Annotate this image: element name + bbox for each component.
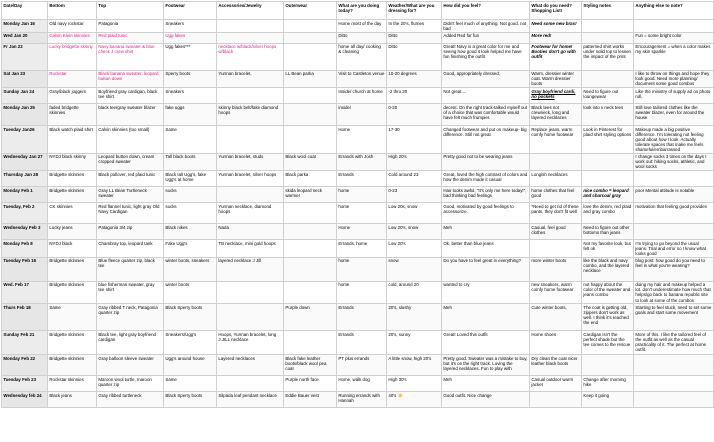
bottom-cell[interactable]: Gray/black joggers: [48, 88, 97, 104]
footwear-cell[interactable]: Sneakers: [164, 20, 217, 32]
table-row: [2, 224, 714, 240]
table-row: [2, 240, 714, 257]
table-row: [2, 257, 714, 281]
table-row: [2, 355, 714, 376]
date-cell[interactable]: Monday Jan 16: [2, 20, 48, 32]
accessories-cell[interactable]: [217, 126, 284, 154]
notes-cell[interactable]: [634, 376, 714, 392]
bottom-cell[interactable]: Bridgette skinnies: [48, 281, 97, 304]
shopping-cell[interactable]: [530, 392, 582, 408]
notes-cell[interactable]: Fun = some bright color: [634, 32, 714, 43]
table-row: [2, 126, 714, 154]
bottom-cell[interactable]: Bridgette skinnies: [48, 331, 97, 355]
activity-cell[interactable]: Inside/ church at home: [337, 88, 387, 104]
top-cell[interactable]: Black banana sweater, leopard button down: [97, 70, 164, 87]
table-row: [2, 171, 714, 187]
feeling-cell[interactable]: Pretty good not to be wearing jeans: [442, 153, 530, 170]
bottom-cell[interactable]: Calvin Klein skinnies: [48, 32, 97, 43]
accessories-cell[interactable]: [217, 88, 284, 104]
footwear-cell[interactable]: Sneakers: [164, 88, 217, 104]
bottom-cell[interactable]: CK skinnies: [48, 203, 97, 224]
accessories-cell[interactable]: Nada: [217, 224, 284, 240]
feeling-cell[interactable]: Hair looks awful, "It's only me here today!", bad thinking bad feelings: [442, 187, 530, 203]
accessories-cell[interactable]: [217, 20, 284, 32]
activity-cell[interactable]: Errands: [337, 304, 387, 331]
activity-cell[interactable]: Home: [337, 224, 387, 240]
shopping-cell[interactable]: home clothes that feel good: [530, 187, 582, 203]
outerwear-cell[interactable]: [284, 88, 337, 104]
date-cell[interactable]: Tuesday Feb 16: [2, 257, 48, 281]
bottom-cell[interactable]: Black jeans: [48, 392, 97, 408]
bottom-cell[interactable]: Lucky bridgette skinny: [48, 43, 97, 70]
feeling-cell[interactable]: Meh: [442, 376, 530, 392]
weather-cell[interactable]: 0-20: [387, 104, 442, 126]
bottom-cell[interactable]: NYDJ black: [48, 240, 97, 257]
styling-notes-cell[interactable]: nice combo = leopard and charcoal gray: [582, 187, 634, 203]
top-cell[interactable]: Leopard button down, cream cropped sweater: [97, 153, 164, 170]
date-cell[interactable]: Monday Feb 8: [2, 240, 48, 257]
shopping-cell[interactable]: [530, 153, 582, 170]
footwear-cell[interactable]: fake uggs: [164, 104, 217, 126]
shopping-cell[interactable]: Cute winter boots,: [530, 304, 582, 331]
feeling-cell[interactable]: Good, motivated by good feelings to accessorize.: [442, 203, 530, 224]
column-header[interactable]: Accessories/Jewelry: [217, 2, 284, 20]
notes-cell[interactable]: motivation that feeling good provides: [634, 203, 714, 224]
date-cell[interactable]: Wednesday Feb 3: [2, 224, 48, 240]
top-cell[interactable]: Gray ribbed turtleneck: [97, 392, 164, 408]
notes-cell[interactable]: [634, 224, 714, 240]
styling-notes-cell[interactable]: [582, 171, 634, 187]
activity-cell[interactable]: Ditto: [337, 32, 387, 43]
accessories-cell[interactable]: [217, 304, 284, 331]
column-header[interactable]: Weather/What are you dressing for?: [387, 2, 442, 20]
outfit-log-table: [1, 1, 714, 408]
shopping-cell[interactable]: Black tees not crewneck, long and layered necklaces: [530, 104, 582, 126]
activity-cell[interactable]: Home: [337, 126, 387, 154]
table-row: [2, 376, 714, 392]
outerwear-cell[interactable]: [284, 331, 337, 355]
weather-cell[interactable]: 0-23: [387, 187, 442, 203]
outerwear-cell[interactable]: [284, 224, 337, 240]
table-row: [2, 203, 714, 224]
footwear-cell[interactable]: socks: [164, 203, 217, 224]
feeling-cell[interactable]: Good outfit. Nice change: [442, 392, 530, 408]
accessories-cell[interactable]: skinny black belt/fake diamond hoops: [217, 104, 284, 126]
top-cell[interactable]: Gray LL Bean Turtleneck sweater: [97, 187, 164, 203]
date-cell[interactable]: Tuesday Feb 23: [2, 376, 48, 392]
footwear-cell[interactable]: Black tall Ugg's, fake Ugg's at home: [164, 171, 217, 187]
table-row: [2, 153, 714, 170]
activity-cell[interactable]: home: [337, 257, 387, 281]
footwear-cell[interactable]: Ugg fakes***: [164, 43, 217, 70]
weather-cell[interactable]: Low 20s, snow: [387, 203, 442, 224]
feeling-cell[interactable]: Not great....: [442, 88, 530, 104]
bottom-cell[interactable]: Lucky jeans: [48, 224, 97, 240]
accessories-cell[interactable]: Layered necklaces: [217, 355, 284, 376]
weather-cell[interactable]: 17-30: [387, 126, 442, 154]
notes-cell[interactable]: I change socks 3 times on the days I work out: hiking socks, athletic, and wool socks: [634, 153, 714, 170]
bottom-cell[interactable]: Old navy rockstar: [48, 20, 97, 32]
notes-cell[interactable]: I'm trying to go beyond the usual jeans. Trial and error so I know what looks good: [634, 240, 714, 257]
feeling-cell[interactable]: Ok, better than blue jeans: [442, 240, 530, 257]
shopping-cell[interactable]: *Need to get rid of these pants, they don't fit well: [530, 203, 582, 224]
outerwear-cell[interactable]: [284, 32, 337, 43]
footwear-cell[interactable]: Black Sperry boots: [164, 304, 217, 331]
column-header[interactable]: Footwear: [164, 2, 217, 20]
top-cell[interactable]: Black pullover, red plaid tunic: [97, 171, 164, 187]
outerwear-cell[interactable]: [284, 104, 337, 126]
notes-cell[interactable]: Encouragement = when a color makes my skin sparkle: [634, 43, 714, 70]
date-cell[interactable]: Sunday Feb 21: [2, 331, 48, 355]
activity-cell[interactable]: home: [337, 281, 387, 304]
table-row: [2, 331, 714, 355]
notes-cell[interactable]: More of this. I like the tailored feel of the outfit as well as the casual practicality of it. The perfect at home outfit.: [634, 331, 714, 355]
table-row: [2, 70, 714, 87]
column-header[interactable]: Outerwear: [284, 2, 337, 20]
shopping-cell[interactable]: Home shoes: [530, 331, 582, 355]
feeling-cell[interactable]: Didn't feel much of anything. Not good, not bad: [442, 20, 530, 32]
activity-cell[interactable]: Errands: [337, 331, 387, 355]
activity-cell[interactable]: Errands, home: [337, 240, 387, 257]
footwear-cell[interactable]: Ugg's around house: [164, 355, 217, 376]
table-row: [2, 281, 714, 304]
footwear-cell[interactable]: Sneakers/Ugg's: [164, 331, 217, 355]
footwear-cell[interactable]: winter boots: [164, 281, 217, 304]
activity-cell[interactable]: Home, walk dog: [337, 376, 387, 392]
shopping-cell[interactable]: Warm, dressier winter coat. Warm dressier boots: [530, 70, 582, 87]
styling-notes-cell[interactable]: patterned shirt works under solid top to lessen the impact of the print: [582, 43, 634, 70]
feeling-cell[interactable]: Great! Navy is a great color for me and seeing how good it look helped me have fun finishing the outfit: [442, 43, 530, 70]
column-header[interactable]: Anything else to note?: [634, 2, 714, 20]
feeling-cell[interactable]: Pretty good. Sweater was a mistake to buy, but it's on the right track. Loving the layered necklaces. Fun to play with: [442, 355, 530, 376]
top-cell[interactable]: Boyfriend gray cardigan, black tee shirt: [97, 88, 164, 104]
outerwear-cell[interactable]: [284, 203, 337, 224]
accessories-cell[interactable]: Silpada leaf pendant necklace: [217, 392, 284, 408]
outerwear-cell[interactable]: Purple down: [284, 304, 337, 331]
outerwear-cell[interactable]: LL Bean parka: [284, 70, 337, 87]
bottom-cell[interactable]: faded bridgette skinnies: [48, 104, 97, 126]
weather-cell[interactable]: A little snow, high 20's: [387, 355, 442, 376]
shopping-cell[interactable]: Footwear for home! Booties don't go with outfit: [530, 43, 582, 70]
notes-cell[interactable]: Starting to feel stuck, need to set some goals and start some movement: [634, 304, 714, 331]
feeling-cell[interactable]: Changed footwear and put on makeup- big difference. Still not great: [442, 126, 530, 154]
accessories-cell[interactable]: [217, 32, 284, 43]
styling-notes-cell[interactable]: The coat is getting old, zippers don't work as well. I think it's reached the end: [582, 304, 634, 331]
column-header[interactable]: Date/Day: [2, 2, 48, 20]
weather-cell[interactable]: High 20's: [387, 153, 442, 170]
outerwear-cell[interactable]: Purple north face: [284, 376, 337, 392]
date-cell[interactable]: Monday Feb 22: [2, 355, 48, 376]
feeling-cell[interactable]: Meh: [442, 304, 530, 331]
bottom-cell[interactable]: Bridgette skinnies: [48, 355, 97, 376]
shopping-cell[interactable]: Dry clean the coat nicer leather black boots: [530, 355, 582, 376]
accessories-cell[interactable]: TB necklace, mini gold hoops: [217, 240, 284, 257]
footwear-cell[interactable]: Ugg fakes: [164, 32, 217, 43]
weather-cell[interactable]: Cold around 23: [387, 171, 442, 187]
activity-cell[interactable]: home all day/ cooking & cleaning: [337, 43, 387, 70]
weather-cell[interactable]: 20's, sunny: [387, 331, 442, 355]
top-cell[interactable]: Calvin skinnies (too small): [97, 126, 164, 154]
footwear-cell[interactable]: Tall black boots: [164, 153, 217, 170]
accessories-cell[interactable]: Hoops, Yurman bracelet, long J.JILL necklace: [217, 331, 284, 355]
date-cell[interactable]: Wednesday Jan 27: [2, 153, 48, 170]
date-cell[interactable]: Tuesday Jan26: [2, 126, 48, 154]
table-row: [2, 43, 714, 70]
shopping-cell[interactable]: new sneakers, warm comfy home footwear: [530, 281, 582, 304]
styling-notes-cell[interactable]: [582, 20, 634, 32]
outerwear-cell[interactable]: [284, 240, 337, 257]
date-cell[interactable]: Tuesday, Feb 2: [2, 203, 48, 224]
footwear-cell[interactable]: Same: [164, 376, 217, 392]
styling-notes-cell[interactable]: Change after morning hike: [582, 376, 634, 392]
bottom-cell[interactable]: Bridgette skinnies: [48, 257, 97, 281]
shopping-cell[interactable]: More red!: [530, 32, 582, 43]
activity-cell[interactable]: inside/: [337, 104, 387, 126]
date-cell[interactable]: Thursday Jan 28: [2, 171, 48, 187]
styling-notes-cell[interactable]: not happy about the color of the sweater and jeans combo: [582, 281, 634, 304]
activity-cell[interactable]: Home most of the day: [337, 20, 387, 32]
bottom-cell[interactable]: Rockstar: [48, 70, 97, 87]
shopping-cell[interactable]: Longish necklaces: [530, 171, 582, 187]
weather-cell[interactable]: Ditto: [387, 32, 442, 43]
table-row: [2, 104, 714, 126]
date-cell[interactable]: Monday Feb 1: [2, 187, 48, 203]
styling-notes-cell[interactable]: [582, 70, 634, 87]
date-cell[interactable]: Wed Jan 20: [2, 32, 48, 43]
shopping-cell[interactable]: Gray boyfriend cardi, no pockets: [530, 88, 582, 104]
feeling-cell[interactable]: decent. On the right track-talked myself out of a choice that was comfortable would have felt much frumpier.: [442, 104, 530, 126]
column-header[interactable]: Top: [97, 2, 164, 20]
styling-notes-cell[interactable]: Keep it going: [582, 392, 634, 408]
header-row: [2, 2, 714, 20]
activity-cell[interactable]: Errands with Josh: [337, 153, 387, 170]
top-cell[interactable]: Gray ribbed T neck, Patagonia quarter zip: [97, 304, 164, 331]
styling-notes-cell[interactable]: look into v neck tees: [582, 104, 634, 126]
styling-notes-cell[interactable]: Cardigan isn't the perfect shade but the tee comes to the rescue: [582, 331, 634, 355]
outerwear-cell[interactable]: Black fake leather boots/black wool pea coat: [284, 355, 337, 376]
footwear-cell[interactable]: winter boots, sneakers: [164, 257, 217, 281]
notes-cell[interactable]: [634, 355, 714, 376]
table-row: [2, 32, 714, 43]
feeling-cell[interactable]: Great, loved the high contrast of colors and how the denim made it casual: [442, 171, 530, 187]
date-cell[interactable]: Sunday Jan 24: [2, 88, 48, 104]
activity-cell[interactable]: home: [337, 203, 387, 224]
outerwear-cell[interactable]: Black parka: [284, 171, 337, 187]
weather-cell[interactable]: snow: [387, 257, 442, 281]
styling-notes-cell[interactable]: Need to figure out other bottoms than jeans: [582, 224, 634, 240]
styling-notes-cell[interactable]: like the black and navy combo, and the layered necklace: [582, 257, 634, 281]
feeling-cell[interactable]: Good, appropriately dressed,: [442, 70, 530, 87]
activity-cell[interactable]: PT plus errands: [337, 355, 387, 376]
styling-notes-cell[interactable]: [582, 355, 634, 376]
feeling-cell[interactable]: Do you have to feel great in everything?: [442, 257, 530, 281]
bottom-cell[interactable]: Bridgette skinnies: [48, 187, 97, 203]
table-body: [2, 20, 714, 408]
top-cell[interactable]: Gray balloon sleeve sweater: [97, 355, 164, 376]
notes-cell[interactable]: doing my hair and makeup helped a lot. don't underestimate how much that helps/go back to banana republic site to look at some of the combos: [634, 281, 714, 304]
shopping-cell[interactable]: Need some new bras!: [530, 20, 582, 32]
styling-notes-cell[interactable]: [582, 153, 634, 170]
outerwear-cell[interactable]: [284, 43, 337, 70]
weather-cell[interactable]: High 30's: [387, 376, 442, 392]
bottom-cell[interactable]: Same: [48, 304, 97, 331]
accessories-cell[interactable]: Yurman bracelet,: [217, 70, 284, 87]
styling-notes-cell[interactable]: love the denim, red plaid and gray combo: [582, 203, 634, 224]
accessories-cell[interactable]: Yurman bracelet, studs: [217, 153, 284, 170]
accessories-cell[interactable]: Yurman necklace, diamond hoops: [217, 203, 284, 224]
shopping-cell[interactable]: Replace jeans, warm comfy home footwear: [530, 126, 582, 154]
feeling-cell[interactable]: Great! Loved this outfit: [442, 331, 530, 355]
top-cell[interactable]: Maroon wool turtle, maroon quarter zip: [97, 376, 164, 392]
notes-cell[interactable]: blog post: how good do you need to feel in what you're wearing?: [634, 257, 714, 281]
feeling-cell[interactable]: wanted to cry: [442, 281, 530, 304]
table-row: [2, 304, 714, 331]
table-row: [2, 88, 714, 104]
accessories-cell[interactable]: layered necklace J Jill: [217, 257, 284, 281]
bottom-cell[interactable]: NYDJ black skinny: [48, 153, 97, 170]
top-cell[interactable]: blue fisherman sweater, gray tee shirt: [97, 281, 164, 304]
weather-cell[interactable]: Low 20's, snow: [387, 224, 442, 240]
accessories-cell[interactable]: [217, 281, 284, 304]
activity-cell[interactable]: home: [337, 187, 387, 203]
date-cell[interactable]: Thurs Feb 18: [2, 304, 48, 331]
top-cell[interactable]: Red flannel tunic, light gray Old Navy Cardigan: [97, 203, 164, 224]
column-header[interactable]: What do you need? Shopping List!: [530, 2, 582, 20]
footwear-cell[interactable]: Sperry boots: [164, 70, 217, 87]
notes-cell[interactable]: Like the ministry of supply ad on photo roll,: [634, 88, 714, 104]
accessories-cell[interactable]: Yurman bracelet, silver hoops: [217, 171, 284, 187]
accessories-cell[interactable]: [217, 187, 284, 203]
accessories-cell[interactable]: necklace w/black/silver hoops w/black: [217, 43, 284, 70]
date-cell[interactable]: Sat Jan 23: [2, 70, 48, 87]
column-header[interactable]: Bottom: [48, 2, 97, 20]
bottom-cell[interactable]: Black watch plaid shirt: [48, 126, 97, 154]
top-cell[interactable]: Red plaid tunic: [97, 32, 164, 43]
notes-cell[interactable]: Makeup made a big positive difference. I'm tolerating not feeling good about how I look. Actually tolerate spaces that make me feels shameful/embarrassed: [634, 126, 714, 154]
footwear-cell[interactable]: Fake Ugg's: [164, 240, 217, 257]
weather-cell[interactable]: 40's ☀️: [387, 392, 442, 408]
bottom-cell[interactable]: Bridgette skinnies: [48, 171, 97, 187]
activity-cell[interactable]: Errands: [337, 171, 387, 187]
footwear-cell[interactable]: Black Sperry boots: [164, 392, 217, 408]
shopping-cell[interactable]: Casual outdoor warm jacket: [530, 376, 582, 392]
shopping-cell[interactable]: more winter boots: [530, 257, 582, 281]
table-row: [2, 392, 714, 408]
outerwear-cell[interactable]: Black wool coat: [284, 153, 337, 170]
footwear-cell[interactable]: socks: [164, 187, 217, 203]
outerwear-cell[interactable]: [284, 281, 337, 304]
accessories-cell[interactable]: [217, 376, 284, 392]
notes-cell[interactable]: [634, 20, 714, 32]
shopping-cell[interactable]: [530, 240, 582, 257]
column-header[interactable]: What are you doing today?: [337, 2, 387, 20]
weather-cell[interactable]: Ditto: [387, 43, 442, 70]
weather-cell[interactable]: Low 20's: [387, 240, 442, 257]
outerwear-cell[interactable]: Eddie Bauer vest: [284, 392, 337, 408]
table-row: [2, 20, 714, 32]
outerwear-cell[interactable]: [284, 20, 337, 32]
activity-cell[interactable]: Running errands with Hannah: [337, 392, 387, 408]
top-cell[interactable]: Navy banana sweater & blue check J crew shirt: [97, 43, 164, 70]
outerwear-cell[interactable]: [284, 257, 337, 281]
date-cell[interactable]: Wed. Feb 17: [2, 281, 48, 304]
weather-cell[interactable]: cold, around 20: [387, 281, 442, 304]
activity-cell[interactable]: Visit to Castleton venue: [337, 70, 387, 87]
top-cell[interactable]: Patagonia 3/4 zip: [97, 224, 164, 240]
footwear-cell[interactable]: Black nikes: [164, 224, 217, 240]
feeling-cell[interactable]: Added Red for fun: [442, 32, 530, 43]
styling-notes-cell[interactable]: Not my favorite look, but felt ok: [582, 240, 634, 257]
top-cell[interactable]: black teergray sweater blazer: [97, 104, 164, 126]
outerwear-cell[interactable]: skida leopard neck warmer: [284, 187, 337, 203]
notes-cell[interactable]: Still love tailored clothes like the sweater blazer, even for around the house: [634, 104, 714, 126]
feeling-cell[interactable]: Meh: [442, 224, 530, 240]
column-header[interactable]: Styling notes: [582, 2, 634, 20]
top-cell[interactable]: Blue fleece quarter zip, black tee: [97, 257, 164, 281]
weather-cell[interactable]: 10-20 degrees: [387, 70, 442, 87]
notes-cell[interactable]: [634, 171, 714, 187]
styling-notes-cell[interactable]: [582, 32, 634, 43]
notes-cell[interactable]: [634, 392, 714, 408]
shopping-cell[interactable]: Casual, feel good clothes: [530, 224, 582, 240]
date-cell[interactable]: Monday Jan 25: [2, 104, 48, 126]
table-row: [2, 187, 714, 203]
column-header[interactable]: How did you feel?: [442, 2, 530, 20]
weather-cell[interactable]: -2 thru 20: [387, 88, 442, 104]
top-cell[interactable]: Black tee, light gray boyfriend cardigan: [97, 331, 164, 355]
styling-notes-cell[interactable]: Look in Pinterest for plaid shirt styling options: [582, 126, 634, 154]
notes-cell[interactable]: poor Mental attitude is notable: [634, 187, 714, 203]
top-cell[interactable]: Chambray top, leopard tank: [97, 240, 164, 257]
date-cell[interactable]: Wednesday feb 24: [2, 392, 48, 408]
notes-cell[interactable]: I like to throw on things and hope they look good. Need more planning/ document some good combos: [634, 70, 714, 87]
top-cell[interactable]: Patagonia: [97, 20, 164, 32]
weather-cell[interactable]: 20's, slushy: [387, 304, 442, 331]
date-cell[interactable]: Fr Jan 22: [2, 43, 48, 70]
bottom-cell[interactable]: Rockstar skinnies: [48, 376, 97, 392]
styling-notes-cell[interactable]: Need to figure out loungewear: [582, 88, 634, 104]
weather-cell[interactable]: In the 20's, flurries: [387, 20, 442, 32]
footwear-cell[interactable]: Same: [164, 126, 217, 154]
outerwear-cell[interactable]: [284, 126, 337, 154]
